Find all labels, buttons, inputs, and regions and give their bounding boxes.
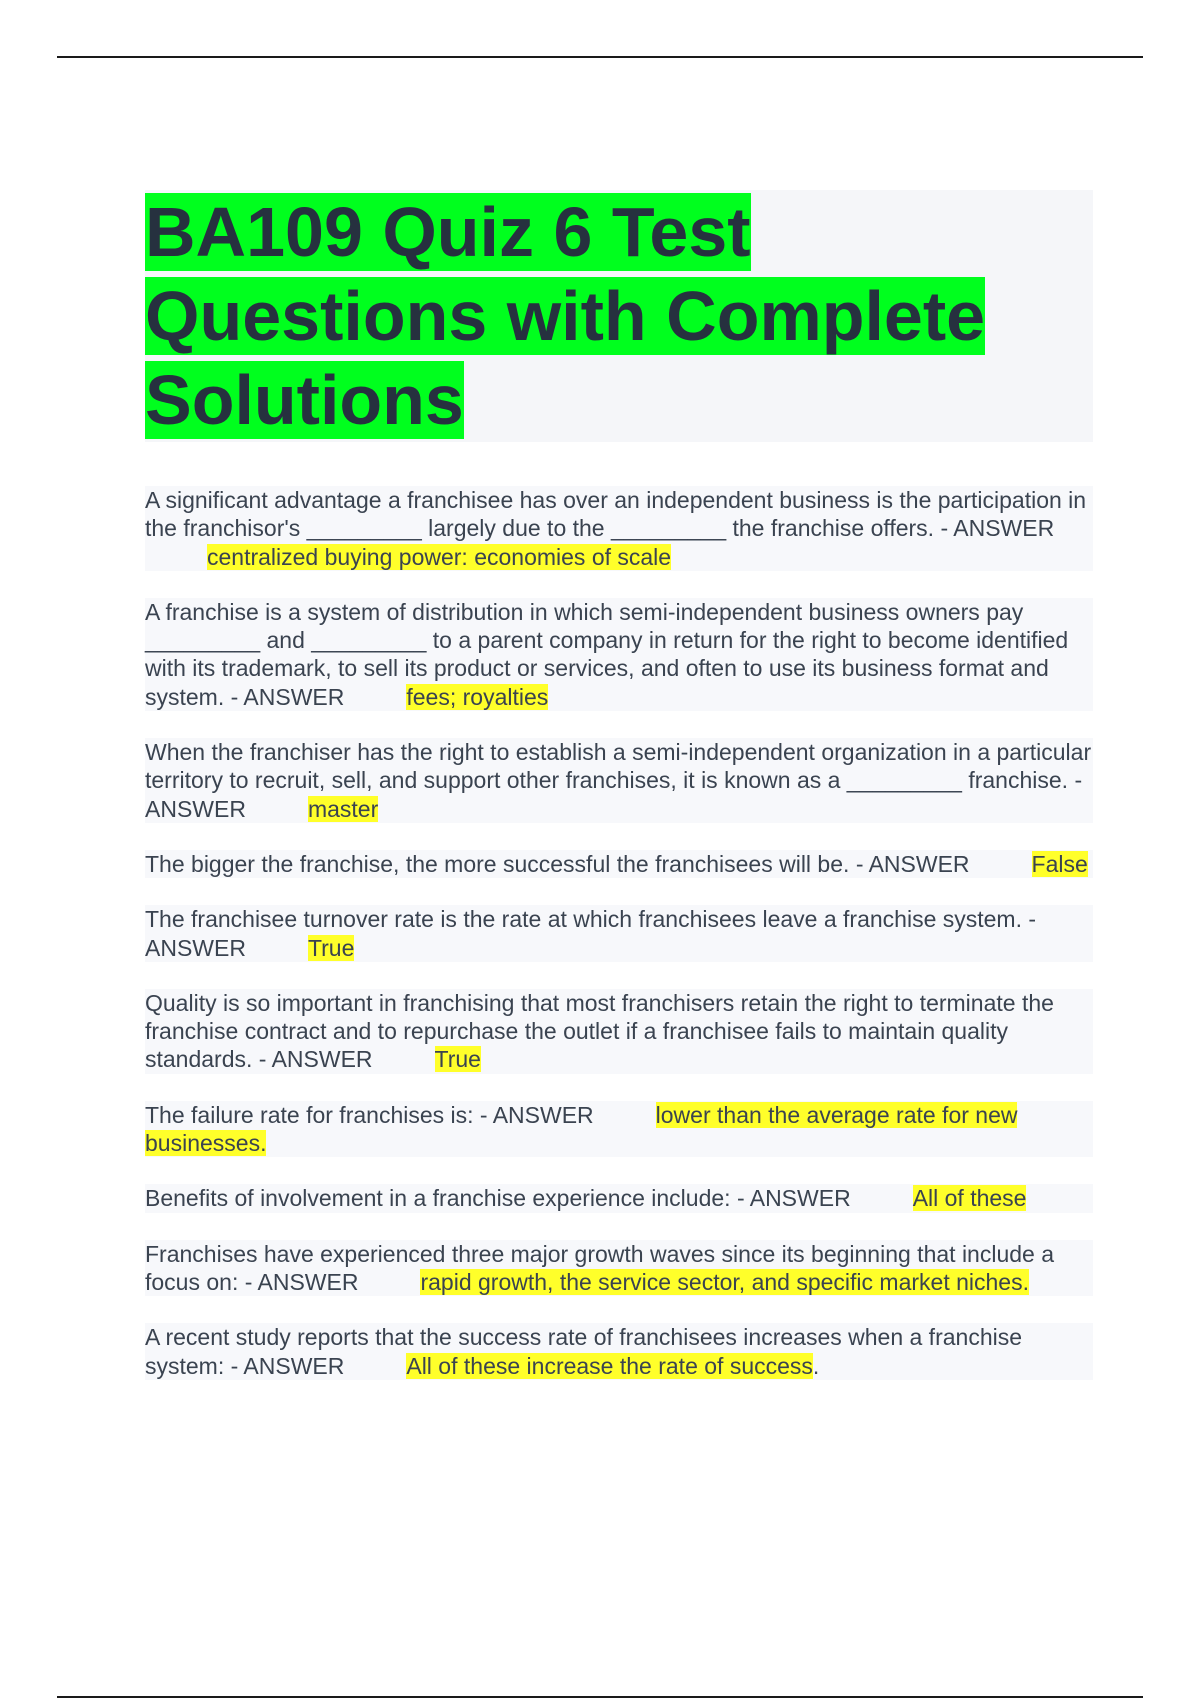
answer-highlight: All of these increase the rate of success bbox=[406, 1352, 813, 1379]
answer-label: - ANSWER bbox=[855, 850, 970, 877]
question-text: When the franchiser has the right to establish a semi-independent organization in a particular territory to recruit, sell, and support other franchises, it is known as a _________ franchise. bbox=[145, 739, 1092, 794]
question-text: A significant advantage a franchisee has over an independent business is the participation in the franchisor's _________ largely due to the _________ the franchise offers. bbox=[145, 487, 1087, 542]
qa-item bbox=[145, 989, 1093, 1074]
answer-highlight: fees; royalties bbox=[406, 683, 549, 710]
document-title-text: BA109 Quiz 6 Test Questions with Complete Solutions bbox=[145, 193, 986, 439]
answer-highlight: lower than the average rate for new businesses. bbox=[145, 1101, 1018, 1157]
answer-highlight: True bbox=[434, 1046, 481, 1073]
document-title bbox=[145, 190, 1093, 442]
answer-highlight: master bbox=[307, 795, 379, 822]
qa-item bbox=[145, 486, 1093, 571]
title-block bbox=[145, 190, 1093, 442]
bottom-rule bbox=[57, 1696, 1143, 1698]
qa-item bbox=[145, 738, 1093, 823]
qa-item bbox=[145, 598, 1093, 711]
document-body bbox=[145, 190, 1093, 1407]
answer-label: - ANSWER bbox=[230, 683, 345, 710]
answer-trailing: . bbox=[812, 1352, 820, 1379]
question-text: The failure rate for franchises is: bbox=[145, 1101, 474, 1128]
question-text: Benefits of involvement in a franchise experience include: bbox=[145, 1185, 731, 1212]
qa-item bbox=[145, 1240, 1093, 1297]
answer-label: - ANSWER bbox=[940, 515, 1055, 542]
qa-item bbox=[145, 1184, 1093, 1212]
question-text: A franchise is a system of distribution in which semi-independent business owners pay _________ and _________ to a parent company in return for the right to become identified with its trademark, to sell its product or services, and often to use its business format and system. bbox=[145, 598, 1069, 710]
answer-highlight: centralized buying power: economies of scale bbox=[207, 543, 672, 570]
qa-item bbox=[145, 905, 1093, 962]
answer-label: - ANSWER bbox=[258, 1046, 373, 1073]
qa-item bbox=[145, 1323, 1093, 1380]
answer-label: - ANSWER bbox=[145, 906, 1037, 961]
answer-label: - ANSWER bbox=[479, 1101, 594, 1128]
question-text: Quality is so important in franchising that most franchisers retain the right to terminate the franchise contract and to repurchase the outlet if a franchisee fails to maintain quality standards. bbox=[145, 989, 1054, 1073]
qa-list bbox=[145, 486, 1093, 1380]
answer-label: - ANSWER bbox=[230, 1352, 345, 1379]
question-text: Franchises have experienced three major growth waves since its beginning that include a focus on: bbox=[145, 1240, 1055, 1295]
answer-highlight: rapid growth, the service sector, and specific market niches. bbox=[420, 1268, 1029, 1295]
answer-label: - ANSWER bbox=[244, 1268, 359, 1295]
qa-item bbox=[145, 850, 1093, 878]
question-text: The franchisee turnover rate is the rate at which franchisees leave a franchise system. bbox=[145, 906, 1022, 933]
answer-highlight: False bbox=[1031, 850, 1088, 877]
qa-item bbox=[145, 1101, 1093, 1158]
question-text: A recent study reports that the success rate of franchisees increases when a franchise system: bbox=[145, 1324, 1023, 1379]
top-rule bbox=[57, 56, 1143, 58]
question-text: The bigger the franchise, the more successful the franchisees will be. bbox=[145, 850, 850, 877]
answer-highlight: All of these bbox=[912, 1185, 1027, 1212]
answer-highlight: True bbox=[307, 934, 355, 961]
answer-label: - ANSWER bbox=[736, 1185, 851, 1212]
answer-label: - ANSWER bbox=[145, 767, 1083, 822]
